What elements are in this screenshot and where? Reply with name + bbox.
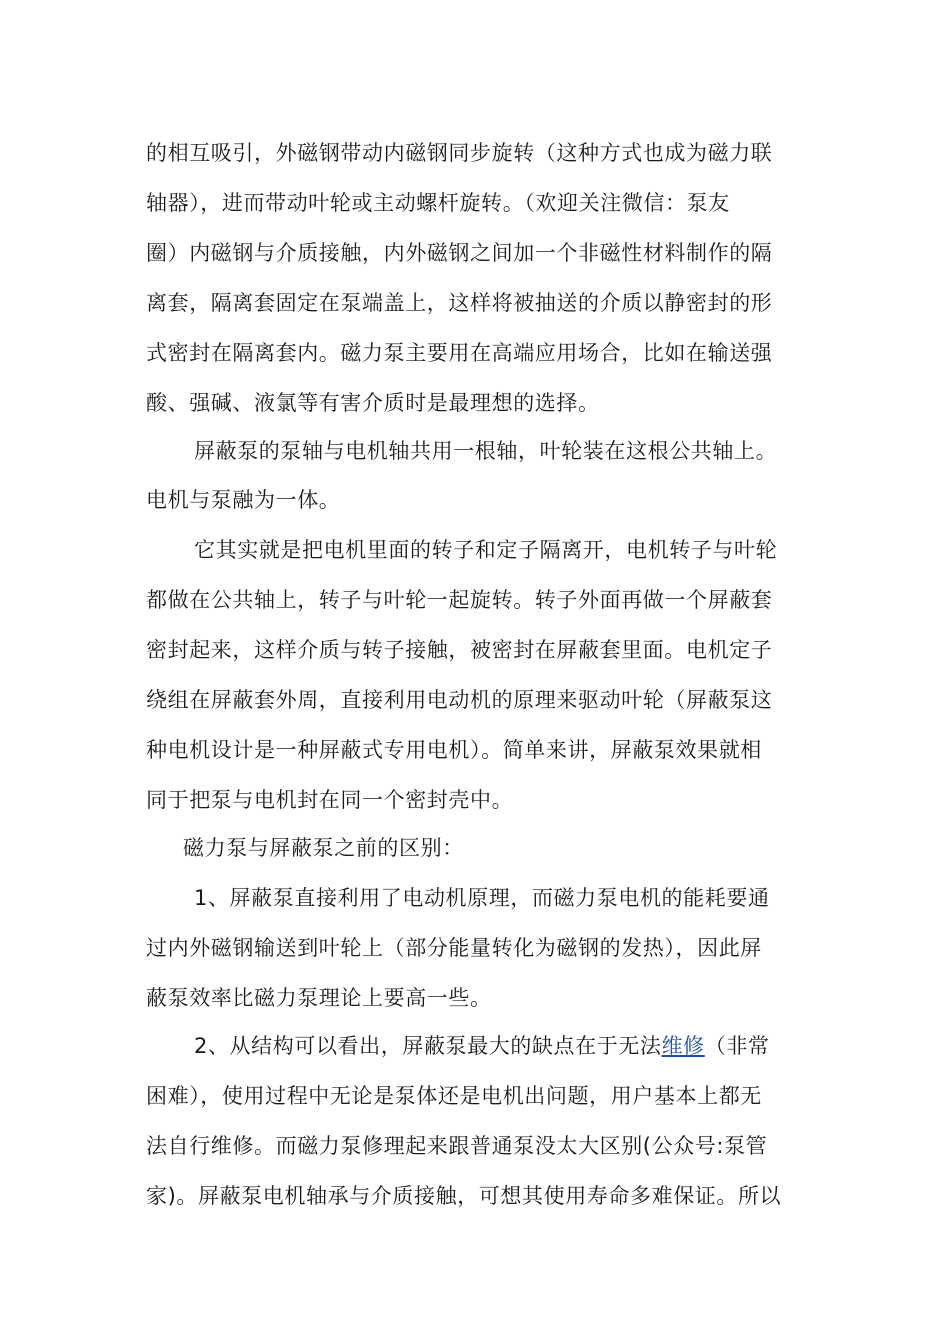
paragraph-line: 1、屏蔽泵直接利用了电动机原理，而磁力泵电机的能耗要通	[194, 886, 770, 910]
paragraph-line: 酸、强碱、液氯等有害介质时是最理想的选择。	[146, 391, 600, 415]
paragraph-line: 它其实就是把电机里面的转子和定子隔离开，电机转子与叶轮	[194, 538, 778, 562]
paragraph-line: 绕组在屏蔽套外周，直接利用电动机的原理来驱动叶轮（屏蔽泵这	[146, 688, 773, 712]
repair-link[interactable]: 维修	[661, 1034, 705, 1058]
paragraph-line: 式密封在隔离套内。磁力泵主要用在高端应用场合，比如在输送强	[146, 341, 773, 365]
paragraph-line: 轴器），进而带动叶轮或主动螺杆旋转。（欢迎关注微信：泵友	[146, 191, 730, 215]
paragraph-line: 的相互吸引，外磁钢带动内磁钢同步旋转（这种方式也成为磁力联	[146, 141, 773, 165]
paragraph-text: 2、从结构可以看出，屏蔽泵最大的缺点在于无法	[194, 1034, 662, 1058]
paragraph-line: 困难），使用过程中无论是泵体还是电机出问题，用户基本上都无	[146, 1084, 762, 1108]
paragraph-line-with-link	[194, 1033, 770, 1059]
paragraph-line: 法自行维修。而磁力泵修理起来跟普通泵没太大区别(公众号:泵管	[146, 1134, 768, 1158]
section-heading: 磁力泵与屏蔽泵之前的区别：	[183, 836, 464, 860]
paragraph-line: 密封起来，这样介质与转子接触，被密封在屏蔽套里面。电机定子	[146, 638, 773, 662]
paragraph-line: 种电机设计是一种屏蔽式专用电机）。简单来讲，屏蔽泵效果就相	[146, 738, 762, 762]
paragraph-line: 同于把泵与电机封在同一个密封壳中。	[146, 788, 514, 812]
paragraph-line: 圈）内磁钢与介质接触，内外磁钢之间加一个非磁性材料制作的隔	[146, 241, 773, 265]
paragraph-text: （非常	[704, 1034, 770, 1058]
paragraph-line: 家)。屏蔽泵电机轴承与介质接触，可想其使用寿命多难保证。所以	[146, 1184, 782, 1208]
paragraph-line: 离套，隔离套固定在泵端盖上，这样将被抽送的介质以静密封的形	[146, 291, 773, 315]
paragraph-line: 都做在公共轴上，转子与叶轮一起旋转。转子外面再做一个屏蔽套	[146, 588, 773, 612]
paragraph-line: 蔽泵效率比磁力泵理论上要高一些。	[146, 986, 492, 1010]
paragraph-line: 过内外磁钢输送到叶轮上（部分能量转化为磁钢的发热），因此屏	[146, 936, 762, 960]
paragraph-line: 电机与泵融为一体。	[146, 488, 341, 512]
paragraph-line: 屏蔽泵的泵轴与电机轴共用一根轴，叶轮装在这根公共轴上。	[194, 439, 778, 463]
